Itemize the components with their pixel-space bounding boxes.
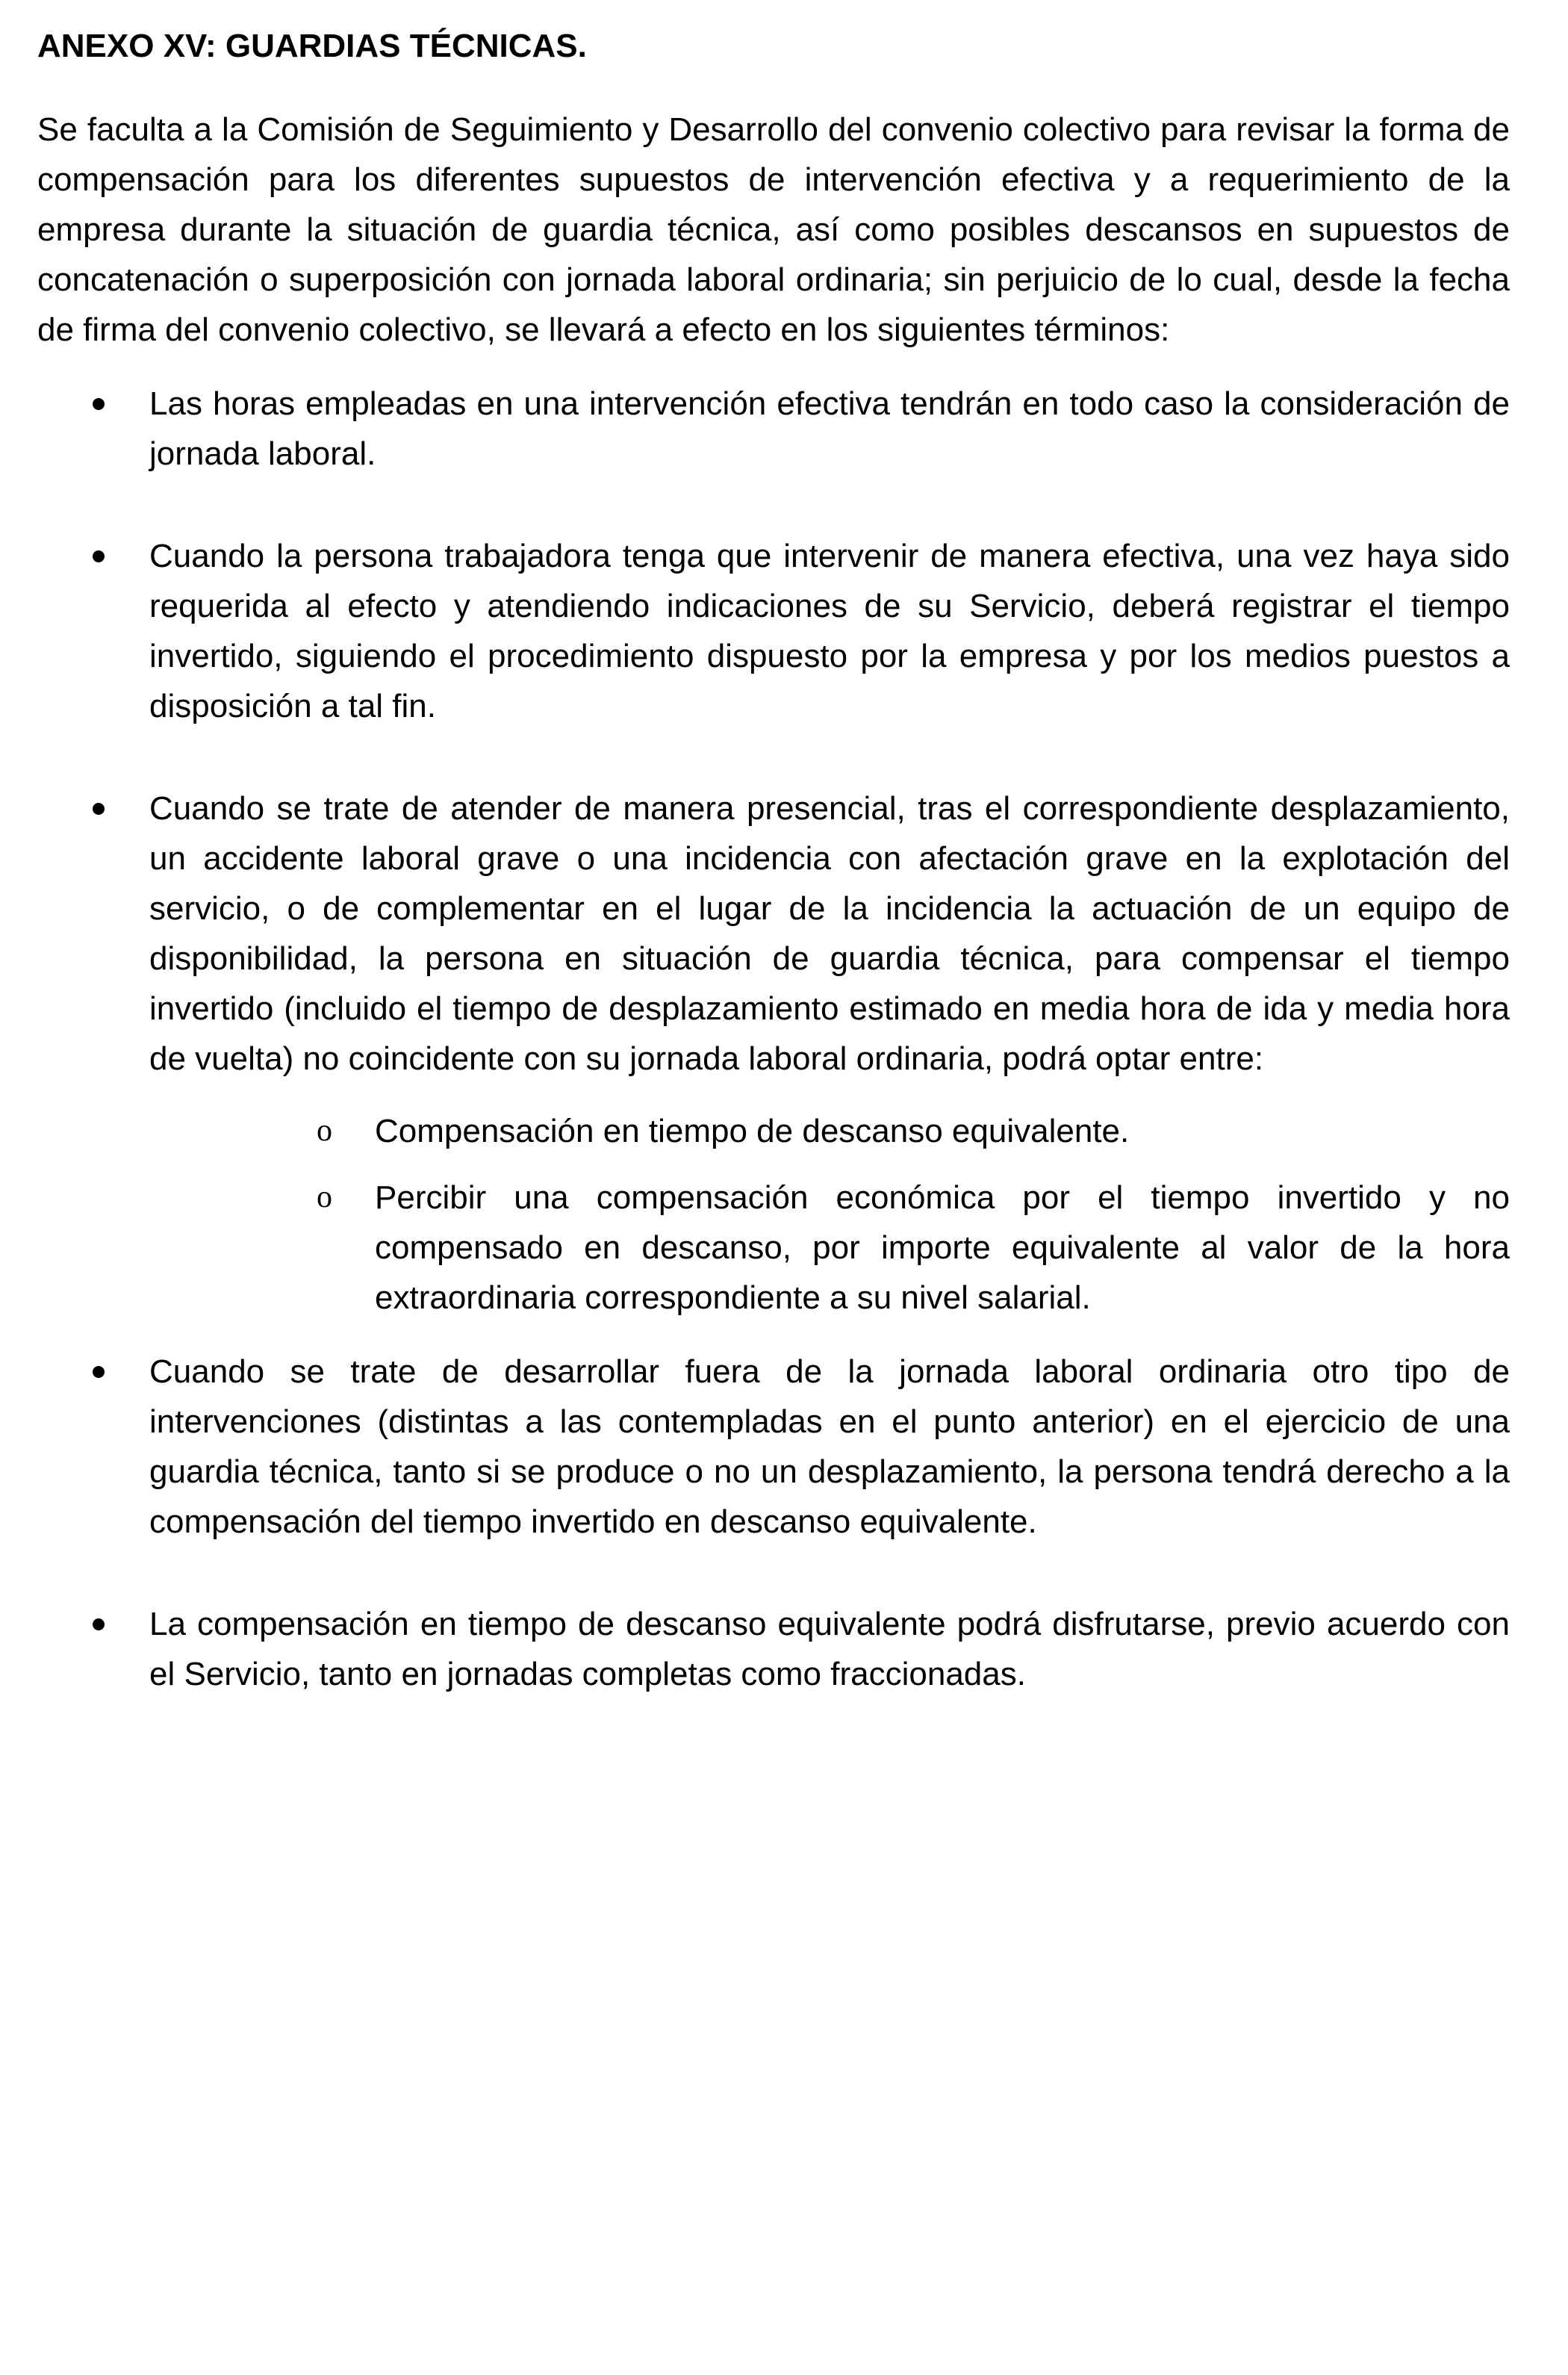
bullet-icon bbox=[93, 803, 105, 815]
sub-list bbox=[149, 1106, 1510, 1323]
list-item bbox=[37, 379, 1510, 479]
bullet-text: Cuando se trate de atender de manera presencial, tras el correspondiente desplazamiento, un accidente laboral grave o una incidencia con afectación grave en la explotación del servicio, o de complementar en el lugar de la incidencia la actuación de un equipo de disponibilidad, la persona en situación de guardia técnica, para compensar el tiempo invertido (incluido el tiempo de desplazamiento estimado en media hora de ida y media hora de vuelta) no coincidente con su jornada laboral ordinaria, podrá optar entre: bbox=[149, 790, 1510, 1077]
sub-bullet-icon: o bbox=[317, 1114, 332, 1148]
list-item bbox=[37, 531, 1510, 731]
list-item bbox=[37, 783, 1510, 1323]
sub-list-item bbox=[149, 1106, 1510, 1156]
bullet-icon bbox=[93, 398, 105, 410]
bullet-text: Cuando la persona trabajadora tenga que intervenir de manera efectiva, una vez haya sido requerida al efecto y atendiendo indicaciones de su Servicio, deberá registrar el tiempo invertido, siguiendo el procedimiento dispuesto por la empresa y por los medios puestos a disposición a tal fin. bbox=[149, 538, 1510, 724]
document-title: ANEXO XV: GUARDIAS TÉCNICAS. bbox=[37, 28, 587, 64]
intro-paragraph: Se faculta a la Comisión de Seguimiento y Desarrollo del convenio colectivo para revisar la forma de compensación para los diferentes supuestos de intervención efectiva y a requerimiento de la empresa durante la situación de guardia técnica, así como posibles descansos en supuestos de concatenación o superposición con jornada laboral ordinaria; sin perjuicio de lo cual, desde la fecha de firma del convenio colectivo, se llevará a efecto en los siguientes términos: bbox=[37, 111, 1510, 348]
bullet-text: Las horas empleadas en una intervención efectiva tendrán en todo caso la consideración de jornada laboral. bbox=[149, 385, 1510, 472]
list-item bbox=[37, 1347, 1510, 1547]
document-page bbox=[37, 27, 1510, 1751]
bullet-icon bbox=[93, 1366, 105, 1378]
bullet-text: La compensación en tiempo de descanso equivalente podrá disfrutarse, previo acuerdo con el Servicio, tanto en jornadas completas como fraccionadas. bbox=[149, 1606, 1510, 1692]
sub-item-text: Compensación en tiempo de descanso equivalente. bbox=[375, 1113, 1130, 1149]
bullet-icon bbox=[93, 550, 105, 562]
bullet-list bbox=[37, 379, 1510, 1699]
bullet-icon bbox=[93, 1618, 105, 1630]
bullet-text: Cuando se trate de desarrollar fuera de la jornada laboral ordinaria otro tipo de intervenciones (distintas a las contempladas en el punto anterior) en el ejercicio de una guardia técnica, tanto si se produce o no un desplazamiento, la persona tendrá derecho a la compensación del tiempo invertido en descanso equivalente. bbox=[149, 1353, 1510, 1540]
sub-item-text: Percibir una compensación económica por el tiempo invertido y no compensado en descanso, por importe equivalente al valor de la hora extraordinaria correspondiente a su nivel salarial. bbox=[375, 1179, 1510, 1316]
sub-bullet-icon: o bbox=[317, 1180, 332, 1214]
sub-list-item bbox=[149, 1173, 1510, 1323]
list-item bbox=[37, 1599, 1510, 1699]
